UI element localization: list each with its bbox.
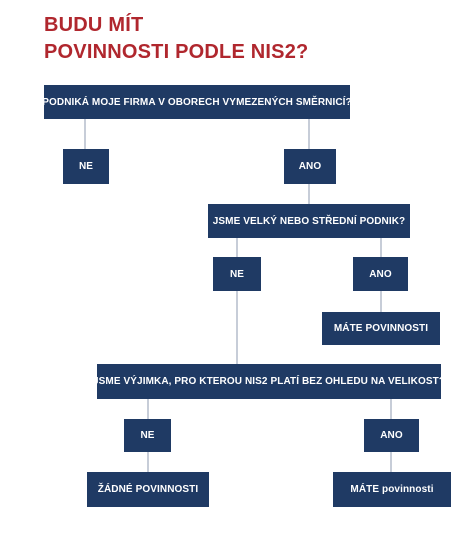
diagram-title	[44, 12, 308, 66]
connector-q3-yes	[390, 399, 392, 419]
answer-no-sector: NE	[63, 149, 109, 184]
question-exception: JSME VÝJIMKA, PRO KTEROU NIS2 PLATÍ BEZ OHLEDU NA VELIKOST?	[97, 364, 441, 399]
answer-no-size: NE	[213, 257, 261, 291]
connector-q2-no-q3	[236, 291, 238, 364]
connector-q2-yes	[380, 238, 382, 257]
title-line-1: BUDU MÍT	[44, 14, 144, 36]
connector-q2-yes-result	[380, 291, 382, 312]
connector-q1-yes	[308, 119, 310, 149]
question-operating-sector: PODNIKÁ MOJE FIRMA V OBORECH VYMEZENÝCH SMĚRNICÍ?	[44, 85, 350, 119]
connector-q3-no-result	[147, 452, 149, 472]
result-obligations-size: MÁTE POVINNOSTI	[322, 312, 440, 345]
connector-q3-no	[147, 399, 149, 419]
connector-q3-yes-result	[390, 452, 392, 472]
connector-q1-no	[84, 119, 86, 149]
title-line-2: POVINNOSTI PODLE NIS2?	[44, 41, 309, 63]
question-large-medium-enterprise: JSME VELKÝ NEBO STŘEDNÍ PODNIK?	[208, 204, 410, 238]
connector-q2-no	[236, 238, 238, 257]
result-obligations-exception: MÁTE povinnosti	[333, 472, 451, 507]
answer-no-exception: NE	[124, 419, 171, 452]
answer-yes-exception: ANO	[364, 419, 419, 452]
connector-yes-q2	[308, 184, 310, 204]
result-no-obligations: ŽÁDNÉ POVINNOSTI	[87, 472, 209, 507]
answer-yes-size: ANO	[353, 257, 408, 291]
answer-yes-sector: ANO	[284, 149, 336, 184]
